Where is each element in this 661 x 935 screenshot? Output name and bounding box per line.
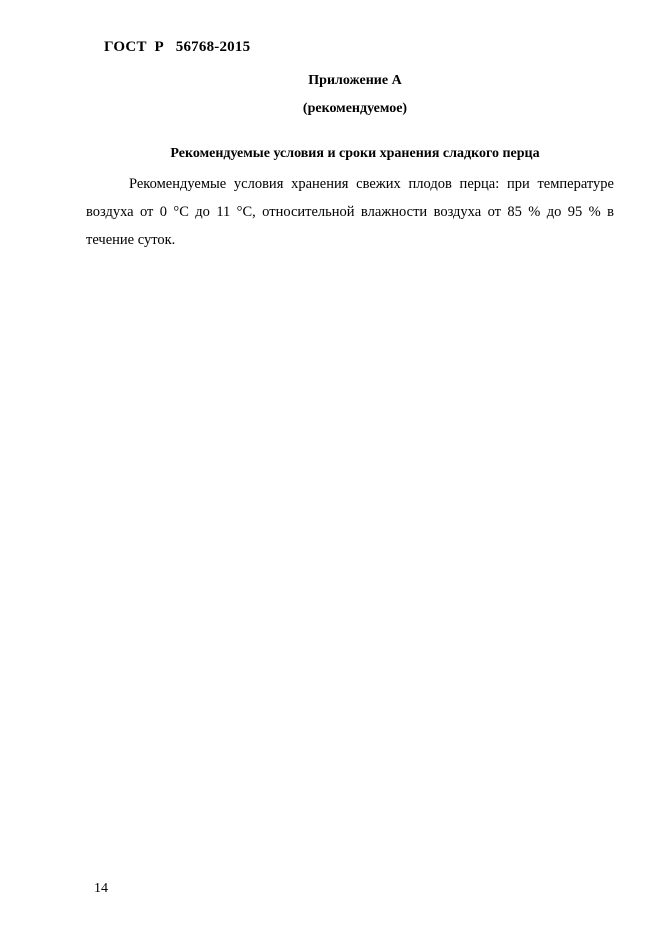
annex-status: (рекомендуемое) xyxy=(302,101,408,116)
section-heading: Рекомендуемые условия и сроки хранения сладкого перца xyxy=(170,146,540,161)
page-number: 14 xyxy=(94,881,108,896)
body-paragraph: Рекомендуемые условия хранения свежих плодов перца: при температуре воздуха от 0 °С до 11 °С, относительной влажности воздуха от 85 % до 95 % в течение суток. xyxy=(86,176,614,248)
document-code: ГОСТ Р 56768-2015 xyxy=(104,39,251,55)
annex-title: Приложение А xyxy=(308,73,402,88)
